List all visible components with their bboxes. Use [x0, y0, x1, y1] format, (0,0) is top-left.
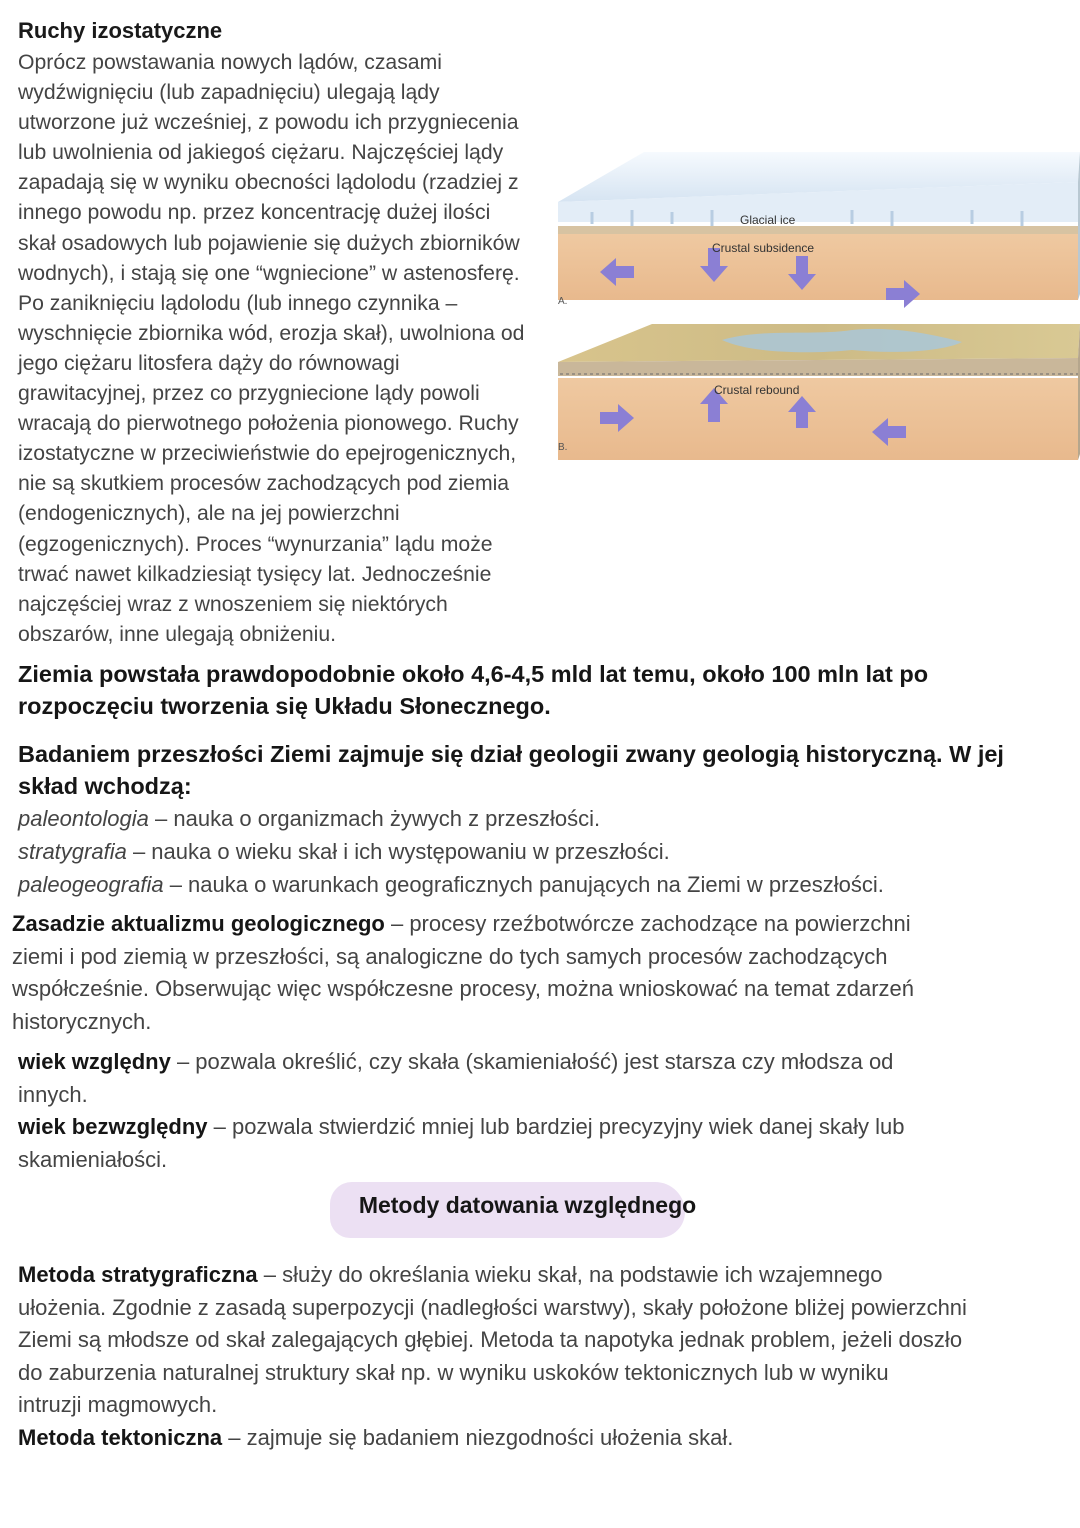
text-line: współcześnie. Obserwując więc współczesne procesy, można wnioskować na temat zdarzeń — [12, 976, 914, 1001]
term: stratygrafia — [18, 839, 127, 864]
term-desc: – nauka o warunkach geograficznych panujących na Ziemi w przeszłości. — [163, 872, 884, 897]
text-line: utworzone już wcześniej, z powodu ich przygniecenia — [18, 111, 519, 135]
text-line: zapadają się w wyniku obecności lądolodu (rzadziej z — [18, 171, 519, 195]
term: paleogeografia — [18, 872, 164, 897]
text-line: trwać nawet kilkadziesiąt tysięcy lat. Jednocześnie — [18, 562, 492, 586]
term-desc: – pozwala określić, czy skała (skamieniałość) jest starsza czy młodsza od — [170, 1049, 894, 1074]
text-line: lub uwolnienia od jakiegoś ciężaru. Najczęściej lądy — [18, 141, 504, 165]
section-title: Ruchy izostatyczne — [18, 18, 223, 43]
text-line: obszarów, inne ulegają obniżeniu. — [18, 622, 337, 646]
text-line — [18, 1046, 1058, 1079]
term: Metoda tektoniczna — [18, 1424, 223, 1450]
text-line: (endogenicznych), ale na jej powierzchni — [18, 502, 400, 526]
crustal-subsidence-label: Crustal subsidence — [712, 241, 815, 255]
term: wiek względny — [18, 1049, 171, 1074]
text-line: wyschnięcie zbiornika wód, erozja skał), uwolniona od — [18, 321, 525, 345]
text-line: innego powodu np. przez koncentrację dużej ilości — [18, 201, 491, 225]
methods-paragraph — [18, 1259, 1058, 1454]
earth-age-note: Ziemia powstała prawdopodobnie około 4,6-4,5 mld lat temu, około 100 mln lat po rozpoczęciu tworzenia się Układu Słonecznego. — [18, 661, 929, 719]
text-line: nie są skutkiem procesów zachodzących pod ziemia — [18, 472, 510, 496]
term: Zasadzie aktualizmu geologicznego — [12, 911, 385, 936]
term-desc: – nauka o organizmach żywych z przeszłości. — [148, 806, 601, 831]
isostasy-diagram — [552, 132, 1080, 468]
text-line: Oprócz powstawania nowych lądów, czasami — [18, 51, 442, 74]
term: Metoda stratygraficzna — [18, 1262, 258, 1287]
text-line: ziemi i pod ziemią w przeszłości, są analogiczne do tych samych procesów zachodzących — [12, 943, 888, 969]
text-line — [12, 908, 1052, 941]
crustal-rebound-label: Crustal rebound — [714, 383, 800, 397]
isostasy-paragraph — [18, 48, 548, 650]
term-desc: – zajmuje się badaniem niezgodności ułożenia skał. — [222, 1424, 734, 1450]
definition-item — [18, 835, 1058, 868]
text-line: izostatyczne w przeciwieństwie do epejrogenicznych, — [18, 442, 517, 466]
label-b: B. — [558, 442, 568, 453]
isostasy-diagram-svg — [552, 132, 1080, 468]
text-line: historycznych. — [12, 1008, 152, 1034]
text-line: wydźwignięciu (lub zapadnięciu) ulegają lądy — [18, 81, 440, 105]
text-line: wracają do pierwotnego położenia pionowego. Ruchy — [18, 412, 519, 436]
text-line: skał osadowych lub pojawienie się dużych zbiorników — [18, 231, 520, 255]
historical-geology — [18, 738, 1058, 901]
term-desc: – służy do określania wieku skał, na podstawie ich wzajemnego — [257, 1262, 883, 1287]
term-desc: – procesy rzeźbotwórcze zachodzące na powierzchni — [384, 911, 911, 936]
crust-front-a — [558, 234, 1078, 300]
term-desc: – nauka o wieku skał i ich występowaniu w przeszłości. — [126, 839, 670, 864]
term: wiek bezwzględny — [18, 1114, 208, 1139]
text-line: grawitacyjnej, przez co przygniecione lądy powoli — [18, 382, 480, 406]
text-line: (egzogenicznych). Proces “wynurzania” lądu może — [18, 532, 493, 556]
term-desc: – pozwala stwierdzić mniej lub bardziej precyzyjny wiek danej skały lub — [207, 1114, 905, 1139]
term: paleontologia — [18, 806, 149, 831]
text-line: innych. — [18, 1081, 88, 1107]
text-line: skamieniałości. — [18, 1146, 168, 1172]
text-line — [18, 1422, 1058, 1455]
text-line: Ziemi są młodsze od skał zalegających głębiej. Metoda ta napotyka jednak problem, jeżeli doszło — [18, 1327, 963, 1352]
methods-title: Metody datowania względnego — [358, 1192, 697, 1218]
definition-item — [18, 802, 1058, 835]
text-line: jego ciężaru litosfera dąży do równowagi — [18, 351, 400, 375]
text-line — [18, 1259, 1058, 1292]
glacial-ice-label: Glacial ice — [740, 213, 796, 227]
crust-surface-a — [558, 226, 1078, 234]
crust-front-b — [558, 378, 1078, 460]
text-line: ułożenia. Zgodnie z zasadą superpozycji (nadległości warstwy), skały położone bliżej powierzchni — [18, 1294, 967, 1320]
text-line — [18, 1111, 1058, 1144]
text-line: wodnych), i stają się one “wgniecione” w astenosferę. — [18, 261, 520, 285]
text-line: najczęściej wraz z wnoszeniem się niektórych — [18, 592, 448, 616]
ages-paragraph — [18, 1046, 1058, 1176]
historical-lead: Badaniem przeszłości Ziemi zajmuje się dział geologii zwany geologią historyczną. W jej skład wchodzą: — [18, 741, 1004, 799]
definition-item — [18, 868, 1058, 901]
block-a — [558, 152, 1080, 308]
text-line: do zaburzenia naturalnej struktury skał np. w wyniku uskoków tektonicznych lub w wyniku — [18, 1359, 889, 1385]
label-a: A. — [558, 296, 568, 307]
text-line: intruzji magmowych. — [18, 1392, 218, 1417]
block-b — [558, 324, 1080, 460]
actualism-paragraph — [12, 908, 1052, 1038]
text-line: Po zaniknięciu lądolodu (lub innego czynnika – — [18, 291, 458, 315]
